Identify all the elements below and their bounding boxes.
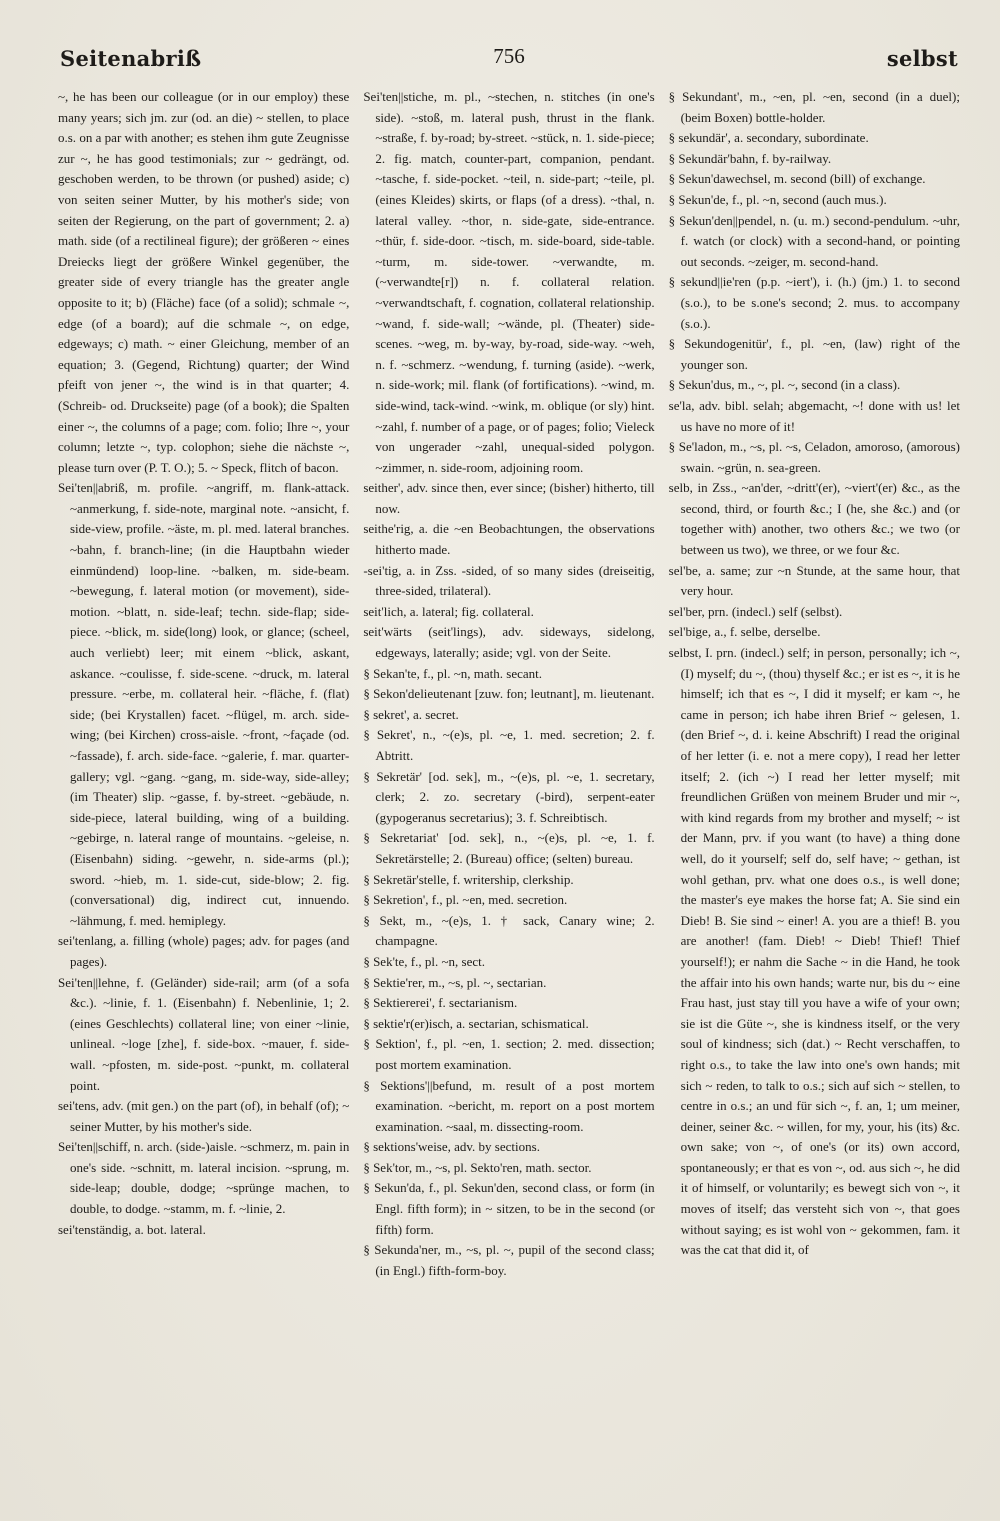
- entry-paragraph: seit'lich, a. lateral; fig. collateral.: [363, 603, 534, 619]
- entry-paragraph: sel'be, a. same; zur ~n Stunde, at the same hour, that very hour.: [668, 562, 960, 599]
- entry-paragraph: § Sektions'||befund, m. result of a post mortem examination. ~bericht, m. report on a post mortem examination. ~saal, m. dissecting-room.: [363, 1077, 655, 1134]
- entry-paragraph: sel'bige, a., f. selbe, derselbe.: [668, 624, 821, 640]
- entry-paragraph: § Sekun'dus, m., ~, pl. ~, second (in a class).: [668, 377, 901, 393]
- column-left: [58, 87, 349, 1281]
- entry-paragraph: § Sekundant', m., ~en, pl. ~en, second (in a duel); (beim Boxen) bottle-holder.: [668, 89, 960, 125]
- entry-paragraph: Sei'ten||schiff, n. arch. (side-)aisle. ~schmerz, m. pain in one's side. ~schnitt, m. lateral incision. ~sprung, m. side-leap; double, dodge; ~sprünge machen, to double, to dodge. ~stamm, m. f. ~linie, 2.: [58, 1139, 350, 1217]
- entry-paragraph: § Sekundogenitür', f., pl. ~en, (law) right of the younger son.: [668, 336, 960, 372]
- entry-columns: [58, 87, 960, 1281]
- entry-paragraph: § Sekon'delieutenant [zuw. fon; leutnant], m. lieutenant.: [363, 686, 655, 702]
- entry-paragraph: seithe'rig, a. die ~en Beobachtungen, the observations hitherto made.: [363, 521, 655, 558]
- entry-paragraph: § Sekunda'ner, m., ~s, pl. ~, pupil of the second class; (in Engl.) fifth-form-boy.: [363, 1242, 655, 1278]
- entry-paragraph: § Sekretär' [od. sek], m., ~(e)s, pl. ~e, 1. secretary, clerk; 2. zo. secretary (-bird), serpent-eater (gypogeranus secretarius); 3. f. Schreibtisch.: [363, 768, 655, 825]
- entry-paragraph: § sektions'weise, adv. by sections.: [363, 1139, 540, 1155]
- entry-paragraph: § Sekretär'stelle, f. writership, clerkship.: [363, 871, 574, 887]
- column-middle: [363, 87, 654, 1281]
- entry-paragraph: § Se'ladon, m., ~s, pl. ~s, Celadon, amoroso, (amorous) swain. ~grün, n. sea-green.: [668, 439, 960, 475]
- entry-paragraph: Sei'ten||abriß, m. profile. ~angriff, m. flank-attack. ~anmerkung, f. side-note, marginal note. ~ansicht, f. side-view, profile. ~äste, m. pl. med. lateral branches. ~bahn, f. branch-line; (in die Hauptbahn wieder einmündend) loop-line. ~balken, m. side-beam. ~bewegung, f. lateral motion (or movement), side-motion. ~blatt, n. side-leaf; techn. side-flap; side-piece. ~blick, m. side(long) look, or glance; (scheel, auch verliebt) leer; mit einem ~blick, askant, askance. ~coulisse, f. side-scene. ~druck, m. lateral pressure. ~erbe, m. collateral heir. ~fläche, f. (flat) side; (bei Krystallen) facet. ~flügel, m. arch. side-wing; (bei Kirchen) cross-aisle. ~front, ~façade (od. ~fassade), f. arch. side-face. ~galerie, f. mar. quarter-gallery; vgl. ~gang. ~gang, m. side-way, side-alley; (im Theater) slip. ~gasse, f. by-street. ~gebäude, n. side-piece, lateral building, wing of a building. ~gebirge, n. lateral range of mountains. ~geleise, n. (Eisenbahn) siding. ~gewehr, n. side-arms (pl.); sword. ~hieb, m. 1. side-cut, side-blow; 2. fig. (conversational) dig, indirect cut, innuendo. ~lähmung, f. med. hemiplegy.: [58, 480, 350, 928]
- entry-paragraph: Sei'ten||stiche, m. pl., ~stechen, n. stitches (in one's side). ~stoß, m. lateral push, thrust in the flank. ~straße, f. by-road; by-street. ~stück, n. 1. side-piece; 2. fig. match, counter-part, companion, pendant. ~tasche, f. side-pocket. ~teil, n. side-part; ~teile, pl. (eines Kleides) skirts, or flaps (of a dress). ~thal, n. lateral valley. ~thor, n. side-gate, side-entrance. ~thür, f. side-door. ~tisch, m. side-board, side-table. ~turm, m. side-tower. ~verwandte, m. (~verwandte[r]) n. f. collateral relation. ~verwandtschaft, f. cognation, collateral relationship. ~wand, f. side-wall; ~wände, pl. (Theater) side-scenes. ~weg, m. by-way, by-road, side-way. ~weh, n. f. ~schmerz. ~wendung, f. turning (aside). ~werk, n. side-work; mil. flank (of fortifications). ~wind, m. side-wind, tack-wind. ~wink, m. oblique (or sly) hint. ~zahl, f. number of a page, or of pages; folio; Vieleck von ungerader ~zahl, unequal-sided polygon. ~zimmer, n. side-room, adjoining room.: [363, 89, 655, 475]
- entry-paragraph: § Sekundär'bahn, f. by-railway.: [668, 150, 832, 166]
- entry-paragraph: § Sekun'dawechsel, m. second (bill) of exchange.: [668, 171, 926, 187]
- entry-paragraph: § sekundär', a. secondary, subordinate.: [668, 130, 869, 146]
- entry-paragraph: § Sekret', n., ~(e)s, pl. ~e, 1. med. secretion; 2. f. Abtritt.: [363, 727, 655, 763]
- entry-paragraph: ~, he has been our colleague (or in our employ) these many years; sich jm. zur (od. an die) ~ stellen, to place o.s. on a par with another; es stehen ihm gute Zeugnisse zur ~, he has good testimonials; zur ~ gedrängt, od. geschoben werden, to be thrown (or pushed) aside; c) von seiten seiner Mutter, by his mother's side; von seiten der Regierung, on the part of government; 2. a) math. side (of a rectilineal figure); der größeren ~ eines Dreiecks liegt der größere Winkel gegenüber, the greater side of every triangle has the greater angle opposite to it; b) (Fläche) face (of a solid); schmale ~, edge (of a board); auf die schmale ~, on edge, edgeways; c) math. ~ einer Gleichung, member of an equation; 3. (Gegend, Richtung) quarter; der Wind pfeift von jener ~, the wind is in that quarter; 4. (Schreib- od. Druckseite) page (of a book); die Spalten einer ~, the columns of a page; com. folio; Ihre ~, your column; letzte ~, typ. colophon; siehe die nächste ~, please turn over (P. T. O.); 5. ~ Speck, flitch of bacon.: [58, 89, 350, 475]
- entry-paragraph: se'la, adv. bibl. selah; abgemacht, ~! done with us! let us have no more of it!: [668, 397, 960, 434]
- entry-paragraph: selbst, I. prn. (indecl.) self; in person, personally; ich ~, (I) myself; du ~, (thou) thyself &c.; er ist es ~, it is he himself; ich that es ~, I did it myself; er kam ~, he came in person; ich habe ihren Brief ~ gelesen, 1. (den Brief ~, d. i. keine Abschrift) I read the original of her letter (i. e. not a mere copy), I read her letter itself; 2. (ich ~) I read her letter myself; mit freundlichen Grüßen von meinem Bruder und mir ~, with kind regards from my brother and myself; ~ ist der Mann, prv. if you want (to have) a thing done well, do it yourself; self do, self have; ~ gethan, ist wohl gethan, prv. what one does o.s., is well done; the master's eye makes the horse fat; A. Sie sind ein Dieb! B. Sie sind ~ einer! A. you are a thief! B. you are another! (fam. Dieb! ~ Dieb! Thief! Thief yourself!); er nahm die Sache ~ in die Hand, he took the affair into his own hands; warte nur, bis du ~ eine Frau hast, just stay till you have a wife of your own; sie ist die Güte ~, she is kindness itself, or the very soul of kindness; sich (dat.) ~ Recht verschaffen, to right o.s., to take the law into one's own hands; mit sich ~ reden, to talk to o.s.; sich auf sich ~ stellen, to centre in o.s.; an und für sich ~, f. an, 1; um meiner, deiner, seiner &c. ~ willen, for my, your, his (its) &c. own sake; von ~, of one's (or its) own accord, spontaneously; er that es von ~, od. aus sich ~, he did it of himself, or voluntarily; es bewegt sich von ~, it moves of itself; das versteht sich von ~, that goes without saying; es ist wohl von ~ gekommen, fam. it was the cat that did it, of: [668, 645, 960, 1258]
- entry-paragraph: § Sektie'rer, m., ~s, pl. ~, sectarian.: [363, 974, 547, 990]
- running-head-right: selbst: [886, 46, 958, 71]
- entry-paragraph: sei'tens, adv. (mit gen.) on the part (of), in behalf (of); ~ seiner Mutter, by his mother's side.: [58, 1098, 350, 1134]
- column-right: [669, 87, 960, 1281]
- entry-paragraph: § Sek'tor, m., ~s, pl. Sekto'ren, math. sector.: [363, 1159, 592, 1175]
- entry-paragraph: § Sekun'den||pendel, n. (u. m.) second-pendulum. ~uhr, f. watch (or clock) with a second-hand, or pointing out seconds. ~zeiger, m. second-hand.: [668, 212, 960, 269]
- entry-paragraph: -sei'tig, a. in Zss. -sided, of so many sides (dreiseitig, three-sided, trilateral).: [363, 562, 655, 599]
- entry-paragraph: sei'tenlang, a. filling (whole) pages; adv. for pages (and pages).: [58, 933, 350, 969]
- entry-paragraph: Sei'ten||lehne, f. (Geländer) side-rail; arm (of a sofa &c.). ~linie, f. 1. (Eisenbahn) f. Nebenlinie, 1; 2. (eines Geschlechts) collateral line; von einer ~linie, unlineal. ~loge [zhe], f. side-box. ~mauer, f. side-wall. ~pfosten, m. side-post. ~punkt, m. collateral point.: [58, 974, 350, 1093]
- entry-paragraph: § Sek'te, f., pl. ~n, sect.: [363, 953, 485, 969]
- entry-paragraph: § Sekan'te, f., pl. ~n, math. secant.: [363, 665, 543, 681]
- entry-paragraph: sel'ber, prn. (indecl.) self (selbst).: [668, 603, 843, 619]
- entry-paragraph: sei'tenständig, a. bot. lateral.: [58, 1221, 206, 1237]
- running-head-left: Seitenabriß: [60, 46, 202, 71]
- entry-paragraph: § Sektiererei', f. sectarianism.: [363, 995, 518, 1011]
- entry-paragraph: § sekund||ie'ren (p.p. ~iert'), i. (h.) (jm.) 1. to second (s.o.), to be s.one's second; 2. mus. to accompany (s.o.).: [668, 274, 960, 331]
- entry-paragraph: § Sekretariat' [od. sek], n., ~(e)s, pl. ~e, 1. f. Sekretärstelle; 2. (Bureau) office; (selten) bureau.: [363, 830, 655, 866]
- entry-paragraph: § Sekun'da, f., pl. Sekun'den, second class, or form (in Engl. fifth form); in ~ sitzen, to be in the second (or fifth) form.: [363, 1180, 655, 1237]
- entry-paragraph: § Sekun'de, f., pl. ~n, second (auch mus.).: [668, 191, 887, 207]
- entry-paragraph: § sektie'r(er)isch, a. sectarian, schismatical.: [363, 1015, 589, 1031]
- entry-paragraph: § sekret', a. secret.: [363, 706, 459, 722]
- page-header: [58, 38, 960, 87]
- entry-paragraph: selb, in Zss., ~an'der, ~dritt'(er), ~viert'(er) &c., as the second, third, or fourth &c.; I (he, she &c.) and (or together with) another, two others &c.; we two (or between us two), we three, or we four &c.: [668, 480, 960, 558]
- entry-paragraph: § Sekt, m., ~(e)s, 1. † sack, Canary wine; 2. champagne.: [363, 912, 655, 949]
- page-number: 756: [493, 44, 525, 68]
- entry-paragraph: seit'wärts (seit'lings), adv. sideways, sidelong, edgeways, laterally; aside; vgl. von der Seite.: [363, 624, 655, 661]
- entry-paragraph: seither', adv. since then, ever since; (bisher) hitherto, till now.: [363, 480, 655, 516]
- entry-paragraph: § Sektion', f., pl. ~en, 1. section; 2. med. dissection; post mortem examination.: [363, 1036, 655, 1072]
- entry-paragraph: § Sekretion', f., pl. ~en, med. secretion.: [363, 892, 568, 908]
